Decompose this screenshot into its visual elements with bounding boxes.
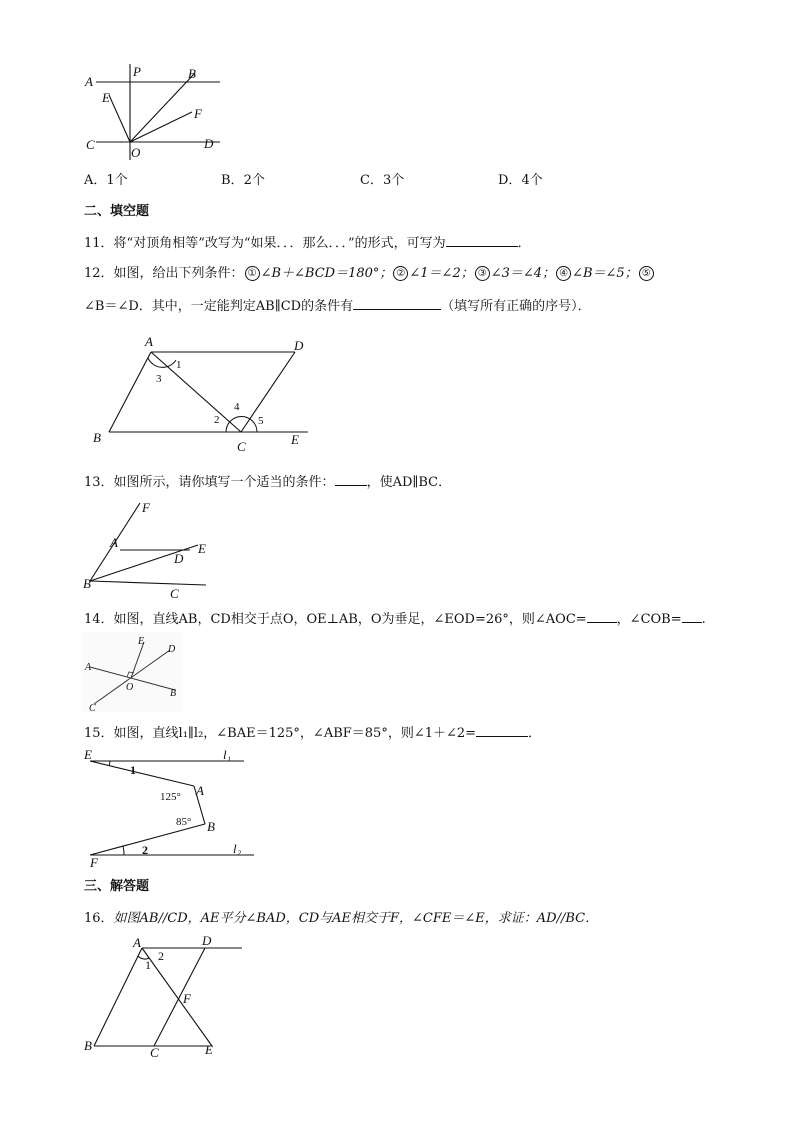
text-segment: 如图，直线AB，CD相交于点O，OE⊥AB，O为垂足，∠EOD=26°，则∠AOC=: [113, 612, 587, 627]
text-segment: ，∠COB=: [616, 612, 682, 627]
question-16: [84, 910, 598, 928]
q10-label-f: F: [194, 106, 202, 121]
figure-label: A: [133, 935, 141, 950]
text-segment: 4个: [521, 173, 543, 188]
text-segment: ．: [528, 726, 542, 741]
q10-label-d: D: [204, 136, 214, 151]
q13-figure: [82, 495, 212, 600]
text-segment: .: [701, 612, 706, 627]
q13-answer-blank[interactable]: [335, 472, 367, 486]
text-segment: 如图所示，请你填写一个适当的条件：: [113, 475, 335, 490]
text-segment: ∠1＝∠2；: [409, 266, 474, 281]
text-segment: D．: [498, 173, 522, 188]
q10-label-c: C: [86, 137, 95, 152]
q13-label-a: A: [110, 535, 118, 550]
q10-label-a: A: [85, 74, 93, 89]
text-segment: 3个: [382, 173, 405, 188]
text-segment: （填写所有正确的序号）．: [441, 299, 591, 314]
q10-option-a[interactable]: [84, 172, 128, 190]
text-segment: ，使AD∥BC．: [366, 475, 452, 490]
figure-label: F: [90, 855, 98, 870]
text-segment: 如图，给出下列条件：: [113, 266, 244, 281]
section-3-heading: 三、解答题: [84, 879, 150, 894]
figure-label: O: [126, 682, 134, 693]
text-segment: 16．: [84, 911, 114, 926]
figure-label: C: [150, 1045, 159, 1060]
text-segment: ⑤: [639, 266, 654, 281]
figure-label: 1: [145, 958, 151, 972]
q13-label-e: E: [198, 541, 206, 556]
figure-label: l₁: [223, 747, 232, 762]
q12-label-d: D: [294, 338, 304, 353]
text-segment: 如图AB//CD，AE平分∠BAD，CD与AE相交于F，∠CFE＝∠E，求证：AD//BC．: [113, 911, 599, 926]
figure-label: F: [183, 991, 191, 1006]
q12-figure: [90, 330, 315, 455]
q14-figure: [82, 632, 182, 712]
figure-label: 3: [156, 373, 162, 385]
text-segment: 11．: [84, 236, 114, 251]
figure-label: A: [196, 783, 204, 798]
text-segment: ∠B＝∠D．其中，一定能判定AB∥CD的条件有: [84, 299, 354, 314]
figure-label: 2: [214, 414, 220, 426]
q10-label-b: B: [188, 66, 196, 81]
q16-figure: [82, 932, 247, 1062]
q10-option-b[interactable]: [221, 172, 265, 190]
figure-label: C: [89, 703, 96, 714]
text-segment: ．: [517, 236, 531, 251]
question-12-line2: [84, 296, 591, 316]
q10-figure: [82, 60, 222, 165]
figure-label: 5: [258, 415, 264, 427]
text-segment: ③: [475, 266, 490, 281]
text-segment: 将“对顶角相等”改写为“如果．．．那么．．．”的形式，可写为: [113, 236, 446, 251]
q12-label-a: A: [145, 334, 153, 349]
q10-label-o: O: [131, 145, 141, 160]
text-segment: 2个: [243, 173, 265, 188]
text-segment: ∠B＋∠BCD＝180°；: [260, 266, 393, 281]
q14-answer-blank-1[interactable]: [587, 609, 617, 623]
q10-label-e: E: [102, 90, 110, 105]
question-11: [84, 233, 531, 253]
q12-label-b: B: [93, 430, 101, 445]
question-14: [84, 609, 706, 629]
text-segment: ∠B＝∠5；: [572, 266, 638, 281]
section-2-heading: 二、填空题: [84, 204, 150, 219]
text-segment: C．: [360, 173, 383, 188]
q13-label-f: F: [142, 500, 150, 515]
figure-label: E: [84, 747, 92, 762]
q12-answer-blank[interactable]: [353, 296, 441, 310]
q14-answer-blank-2[interactable]: [682, 609, 702, 623]
q10-option-d[interactable]: [498, 172, 543, 190]
figure-label: E: [138, 636, 145, 647]
q10-option-c[interactable]: [360, 172, 404, 190]
figure-label: B: [84, 1038, 92, 1053]
text-segment: A．: [84, 173, 107, 188]
figure-label: l₂: [233, 841, 242, 856]
figure-label: 4: [234, 401, 240, 413]
q12-label-e: E: [291, 432, 299, 447]
figure-label: B: [207, 819, 215, 834]
text-segment: ②: [393, 266, 408, 281]
figure-label: B: [170, 688, 177, 699]
figure-label: 1: [130, 763, 136, 777]
figure-label: 2: [142, 843, 148, 857]
figure-label: E: [205, 1042, 213, 1057]
q13-label-d: D: [174, 551, 184, 566]
figure-label: 85°: [176, 816, 192, 828]
figure-label: 125°: [160, 791, 181, 803]
text-segment: 13．: [84, 475, 114, 490]
text-segment: ④: [556, 266, 571, 281]
text-segment: 15．: [84, 726, 114, 741]
q13-label-b: B: [83, 576, 91, 591]
q15-figure: [82, 745, 262, 870]
question-12-line1: [84, 265, 655, 283]
question-13: [84, 472, 451, 492]
text-segment: ∠3＝∠4；: [490, 266, 556, 281]
q10-label-p: P: [133, 64, 141, 79]
question-15: [84, 723, 541, 743]
text-segment: 如图，直线l₁∥l₂，∠BAE＝125°，∠ABF＝85°，则∠1＋∠2=: [113, 726, 477, 741]
q15-answer-blank[interactable]: [476, 723, 528, 737]
text-segment: ①: [245, 266, 260, 281]
figure-label: 1: [176, 359, 182, 371]
text-segment: B．: [221, 173, 244, 188]
text-segment: 1个: [106, 173, 128, 188]
figure-label: A: [85, 662, 92, 673]
figure-label: 2: [158, 949, 164, 963]
q13-label-c: C: [170, 586, 179, 601]
text-segment: 12．: [84, 266, 114, 281]
q12-label-c: C: [237, 439, 246, 454]
q11-answer-blank[interactable]: [446, 233, 518, 247]
figure-label: D: [202, 933, 212, 948]
figure-label: D: [168, 644, 176, 655]
text-segment: 14．: [84, 612, 114, 627]
